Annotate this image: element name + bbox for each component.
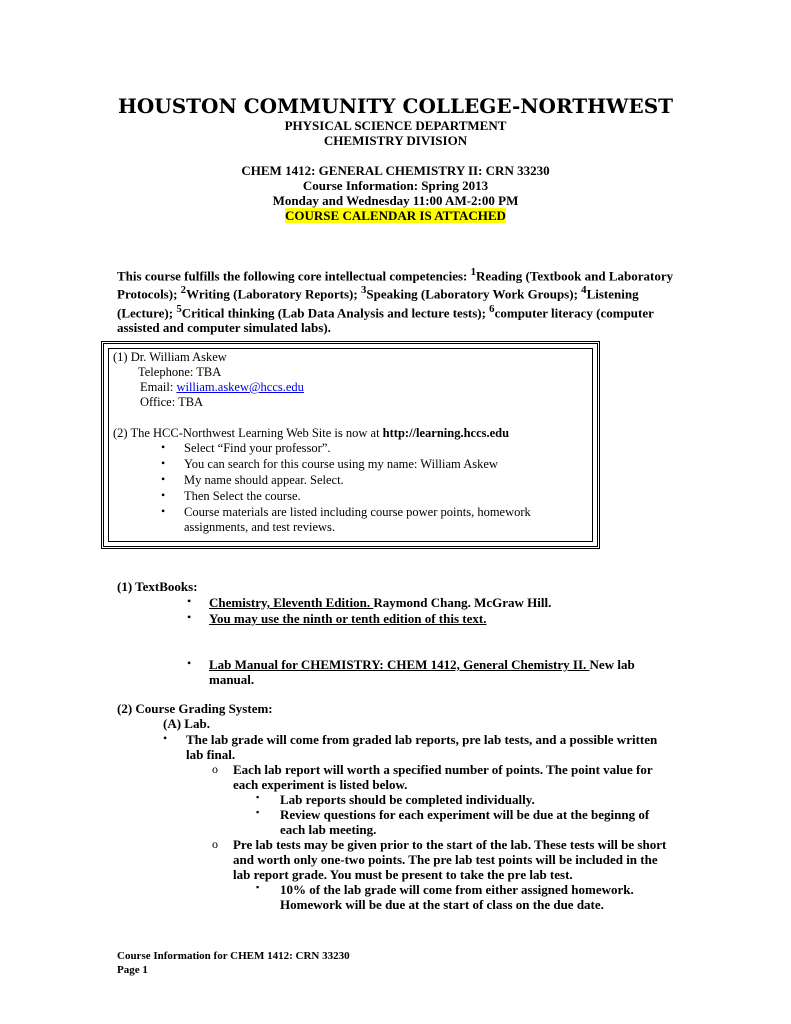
web-step: My name should appear. Select. — [184, 473, 344, 487]
sup-5: 5 — [176, 302, 182, 315]
grading-lab-heading: (A) Lab. — [163, 716, 210, 731]
grading-heading: (2) Course Grading System: — [117, 701, 273, 716]
instructor-email — [140, 380, 304, 395]
instructor-office: Office: TBA — [140, 395, 204, 409]
website-intro: (2) The HCC-Northwest Learning Web Site is now at — [113, 426, 383, 440]
textbook-1-author: Raymond Chang. McGraw Hill. — [373, 595, 552, 610]
lab-report-point-continued: each experiment is listed below. — [233, 777, 408, 792]
footer-page-number: Page 1 — [117, 964, 148, 976]
bullet-icon: • — [187, 594, 192, 608]
competencies-line-4: assisted and computer simulated labs). — [117, 319, 331, 335]
textbooks-heading: (1) TextBooks: — [117, 579, 198, 594]
website-line — [113, 426, 509, 441]
bullet-icon: • — [161, 488, 166, 502]
homework-due: Homework will be due at the start of class on the due date. — [280, 897, 604, 912]
lab-manual — [209, 657, 635, 672]
circle-bullet-icon: o — [212, 762, 218, 776]
review-questions-continued: each lab meeting. — [280, 822, 377, 837]
textbook-1-title: Chemistry, Eleventh Edition. — [209, 595, 374, 610]
web-step: You can search for this course using my name: William Askew — [184, 457, 498, 471]
web-step: Select “Find your professor”. — [184, 441, 331, 455]
web-step: Course materials are listed including course power points, homework — [184, 505, 531, 519]
competency-reading: Reading (Textbook and Laboratory — [476, 268, 674, 284]
pre-lab-tests: Pre lab tests may be given prior to the start of the lab. These tests will be short — [233, 837, 667, 852]
sup-3: 3 — [360, 284, 367, 297]
footer-course-info: Course Information for CHEM 1412: CRN 33230 — [117, 950, 350, 962]
circle-bullet-icon: o — [212, 837, 218, 851]
bullet-icon: • — [161, 504, 166, 518]
department: PHYSICAL SCIENCE DEPARTMENT — [284, 118, 507, 133]
homework-percentage: 10% of the lab grade will come from either assigned homework. — [280, 882, 634, 897]
textbook-1 — [209, 595, 551, 610]
bullet-icon: • — [187, 656, 192, 670]
lab-report-individual: Lab reports should be completed individually. — [280, 792, 535, 807]
competencies-line-3 — [117, 302, 677, 320]
lab-manual-note: New lab — [589, 657, 635, 672]
course-schedule: Monday and Wednesday 11:00 AM-2:00 PM — [272, 193, 519, 208]
review-questions: Review questions for each experiment will be due at the beginng of — [280, 807, 650, 822]
competency-critical-thinking: Critical thinking (Lab Data Analysis and lecture tests); — [181, 304, 490, 320]
square-bullet-icon: ▪ — [256, 882, 260, 892]
competency-computer-literacy: computer literacy (computer — [494, 304, 654, 320]
sup-1: 1 — [470, 266, 477, 278]
lab-report-point: Each lab report will worth a specified number of points. The point value for — [233, 762, 653, 777]
square-bullet-icon: ▪ — [256, 792, 260, 802]
instructor-name: (1) Dr. William Askew — [113, 350, 227, 364]
bullet-icon: • — [187, 610, 192, 624]
pre-lab-tests-line-2: and worth only one-two points. The pre lab test points will be included in the — [233, 852, 658, 867]
email-link[interactable]: william.askew@hccs.edu — [176, 380, 304, 394]
competencies-protocols: Protocols); — [117, 286, 181, 302]
course-term: Course Information: Spring 2013 — [302, 178, 489, 193]
calendar-note-highlight: COURSE CALENDAR IS ATTACHED — [285, 208, 506, 223]
competencies-line-1 — [117, 265, 677, 283]
sup-4: 4 — [581, 284, 587, 297]
competencies-line-2 — [117, 283, 677, 301]
web-step: Then Select the course. — [184, 489, 301, 503]
competency-writing: Writing (Laboratory Reports); — [186, 286, 361, 302]
email-label: Email: — [140, 380, 177, 394]
bullet-icon: • — [161, 440, 166, 454]
lab-grade-point-continued: lab final. — [186, 747, 236, 762]
lab-manual-continued: manual. — [209, 672, 255, 687]
sup-2: 2 — [180, 284, 187, 297]
competencies-paragraph — [117, 265, 677, 335]
lab-grade-point: The lab grade will come from graded lab reports, pre lab tests, and a possible written — [186, 732, 658, 747]
sup-6: 6 — [489, 302, 495, 315]
course-title: CHEM 1412: GENERAL CHEMISTRY II: CRN 33230 — [241, 163, 550, 178]
web-step-continued: assignments, and test reviews. — [184, 520, 336, 534]
pre-lab-tests-line-3: lab report grade. You must be present to take the pre lab test. — [233, 867, 573, 882]
website-url[interactable]: http://learning.hccs.edu — [382, 426, 510, 440]
competencies-lecture: (Lecture); — [117, 304, 177, 320]
bullet-icon: • — [163, 731, 168, 745]
competency-listening: Listening — [586, 286, 639, 302]
square-bullet-icon: ▪ — [256, 807, 260, 817]
division: CHEMISTRY DIVISION — [323, 133, 468, 148]
textbook-alternate-editions: You may use the ninth or tenth edition of this text. — [209, 611, 487, 626]
instructor-telephone: Telephone: TBA — [138, 365, 222, 379]
lab-manual-title: Lab Manual for CHEMISTRY: CHEM 1412, General Chemistry II. — [209, 657, 590, 672]
competency-speaking: Speaking (Laboratory Work Groups); — [366, 286, 582, 302]
bullet-icon: • — [161, 472, 166, 486]
bullet-icon: • — [161, 456, 166, 470]
calendar-note — [0, 208, 791, 223]
page-title: HOUSTON COMMUNITY COLLEGE-NORTHWEST — [117, 94, 674, 118]
competencies-intro: This course fulfills the following core intellectual competencies: — [117, 268, 471, 284]
